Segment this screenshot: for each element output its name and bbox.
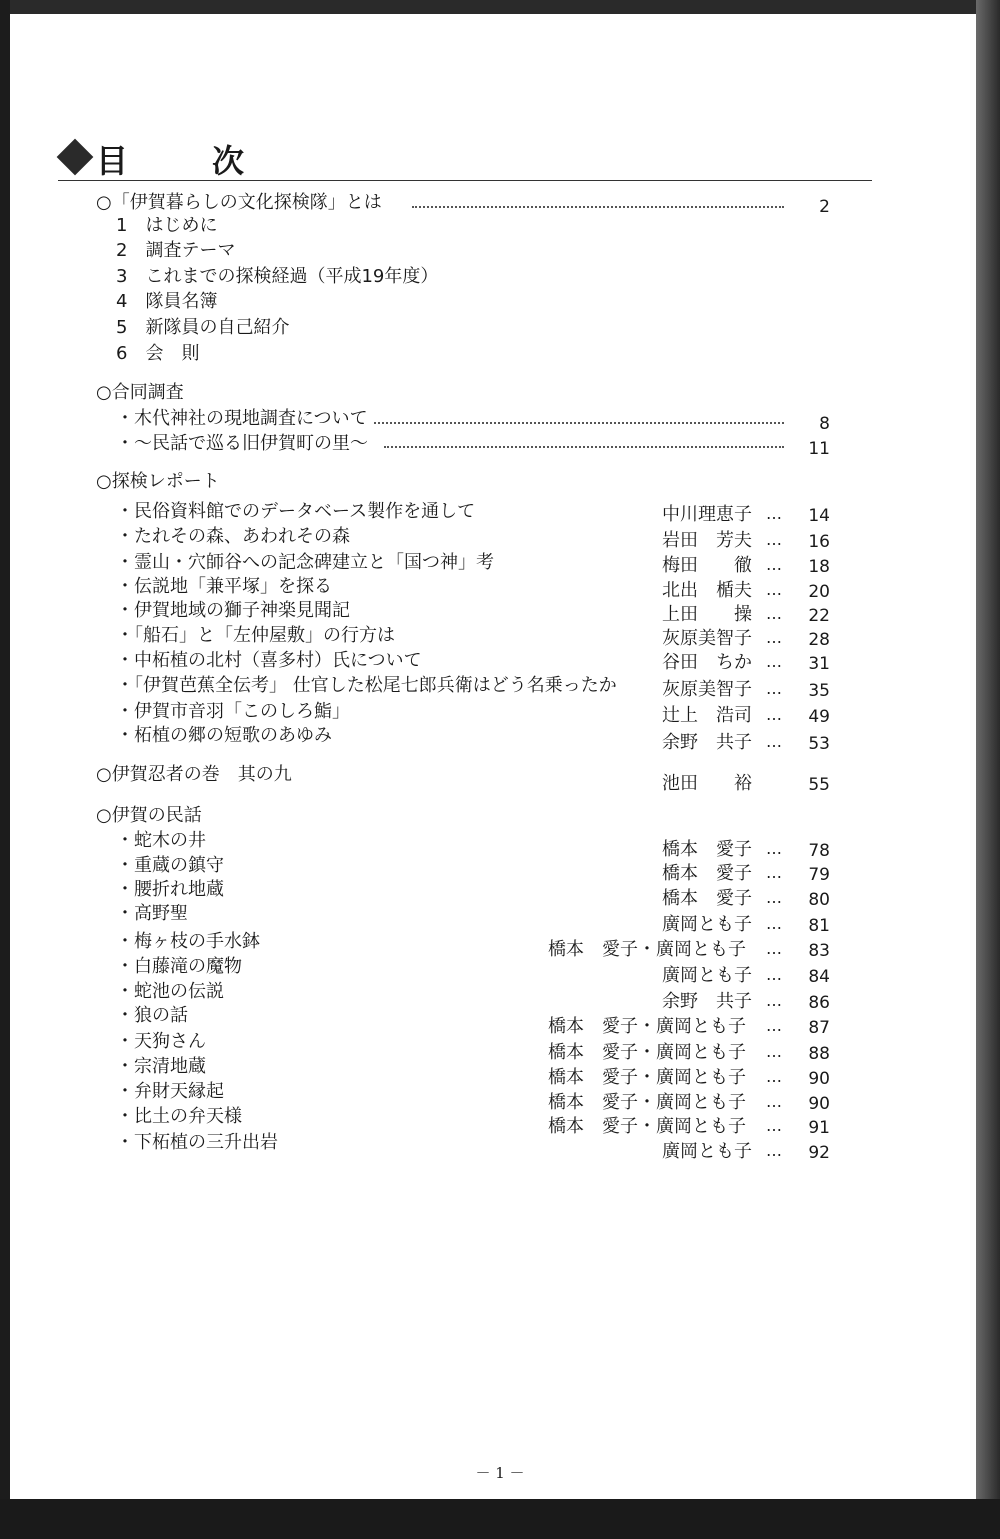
list-item: 2 調査テーマ	[116, 240, 236, 261]
page-number: 78	[808, 841, 830, 861]
list-item: ・白藤滝の魔物	[116, 956, 242, 977]
author: 橋本 愛子	[662, 839, 752, 860]
author: 橋本 愛子・廣岡とも子	[548, 1042, 746, 1063]
list-item: 5 新隊員の自己紹介	[116, 317, 290, 338]
page-number: 16	[808, 532, 830, 552]
page-number: 8	[819, 414, 830, 434]
list-item: ・たれその森、あわれその森	[116, 526, 350, 547]
list-item: ・「伊賀芭蕉全伝考」 仕官した松尾七郎兵衛はどう名乗ったか	[116, 675, 617, 696]
list-item: 4 隊員名簿	[116, 291, 218, 312]
ellipsis: …	[766, 732, 782, 751]
page-number: 92	[808, 1143, 830, 1163]
list-item: ・天狗さん	[116, 1031, 206, 1052]
author: 廣岡とも子	[662, 914, 752, 935]
author: 中川理恵子	[662, 504, 752, 525]
section-heading-ninja: ○伊賀忍者の巻 其の九	[96, 764, 292, 785]
author: 橋本 愛子	[662, 863, 752, 884]
page-number: 14	[808, 506, 830, 526]
author: 橋本 愛子・廣岡とも子	[548, 1067, 746, 1088]
ellipsis: …	[766, 580, 782, 599]
ellipsis: …	[766, 1042, 782, 1061]
ellipsis: …	[766, 888, 782, 907]
leader-dots	[374, 422, 784, 424]
page-number: 90	[808, 1069, 830, 1089]
page-number: 86	[808, 993, 830, 1013]
list-item: ・下柘植の三升出岩	[116, 1132, 278, 1153]
list-item: ・～民話で巡る旧伊賀町の里～	[116, 433, 368, 454]
page-number: 79	[808, 865, 830, 885]
list-item: ・腰折れ地蔵	[116, 879, 224, 900]
page-number: 18	[808, 557, 830, 577]
author: 橋本 愛子・廣岡とも子	[548, 1092, 746, 1113]
ellipsis: …	[766, 1016, 782, 1035]
page-number: 80	[808, 890, 830, 910]
author: 北出 楯夫	[662, 580, 752, 601]
author: 上田 操	[662, 604, 752, 625]
ellipsis: …	[766, 991, 782, 1010]
author: 梅田 徹	[662, 555, 752, 576]
ellipsis: …	[766, 1141, 782, 1160]
ellipsis: …	[766, 1116, 782, 1135]
ellipsis: …	[766, 839, 782, 858]
leader-dots	[412, 206, 784, 208]
page-number: 88	[808, 1044, 830, 1064]
list-item: ・比土の弁天様	[116, 1106, 242, 1127]
page-number: 87	[808, 1018, 830, 1038]
page-number: 22	[808, 606, 830, 626]
author: 池田 裕	[662, 773, 752, 794]
ellipsis: …	[766, 604, 782, 623]
list-item: ・柘植の郷の短歌のあゆみ	[116, 725, 332, 746]
page-number: 20	[808, 582, 830, 602]
list-item: ・伊賀市音羽「このしろ鮨」	[116, 701, 350, 722]
list-item: ・木代神社の現地調査について	[116, 408, 368, 429]
ellipsis: …	[766, 939, 782, 958]
list-item: ・伊賀地域の獅子神楽見聞記	[116, 600, 350, 621]
page-number: 2	[819, 197, 830, 217]
ellipsis: …	[766, 530, 782, 549]
author: 橋本 愛子・廣岡とも子	[548, 1016, 746, 1037]
page-number: 31	[808, 654, 830, 674]
ellipsis: …	[766, 1092, 782, 1111]
author: 余野 共子	[662, 991, 752, 1012]
page-number: 83	[808, 941, 830, 961]
author: 灰原美智子	[662, 679, 752, 700]
list-item: ・伝説地「兼平塚」を探る	[116, 576, 332, 597]
author: 谷田 ちか	[662, 652, 752, 673]
section-heading-reports: ○探検レポート	[96, 471, 220, 492]
ellipsis: …	[766, 679, 782, 698]
section-heading-folktales: ○伊賀の民話	[96, 805, 202, 826]
list-item: 6 会 則	[116, 343, 200, 364]
ellipsis: …	[766, 965, 782, 984]
ellipsis: …	[766, 705, 782, 724]
page-number: 35	[808, 681, 830, 701]
list-item: ・民俗資料館でのデータベース製作を通して	[116, 501, 476, 522]
list-item: 3 これまでの探検経過（平成19年度）	[116, 266, 439, 287]
list-item: ・蛇木の井	[116, 830, 206, 851]
list-item: ・弁財天縁起	[116, 1081, 224, 1102]
ellipsis: …	[766, 652, 782, 671]
author: 橋本 愛子・廣岡とも子	[548, 939, 746, 960]
list-item: ・霊山・穴師谷への記念碑建立と「国つ神」考	[116, 552, 494, 573]
ellipsis: …	[766, 504, 782, 523]
page-number: 55	[808, 775, 830, 795]
ellipsis: …	[766, 1067, 782, 1086]
author: 辻上 浩司	[662, 705, 752, 726]
ellipsis: …	[766, 628, 782, 647]
author: 廣岡とも子	[662, 1141, 752, 1162]
page-number: 84	[808, 967, 830, 987]
page-number: 91	[808, 1118, 830, 1138]
author: 橋本 愛子	[662, 888, 752, 909]
author: 廣岡とも子	[662, 965, 752, 986]
author: 灰原美智子	[662, 628, 752, 649]
page-number: 81	[808, 916, 830, 936]
author: 余野 共子	[662, 732, 752, 753]
author: 橋本 愛子・廣岡とも子	[548, 1116, 746, 1137]
section-heading-joint: ○合同調査	[96, 382, 184, 403]
ellipsis: …	[766, 863, 782, 882]
ellipsis: …	[766, 555, 782, 574]
leader-dots	[384, 446, 784, 448]
author: 岩田 芳夫	[662, 530, 752, 551]
ellipsis: …	[766, 914, 782, 933]
list-item: ・「船石」と「左仲屋敷」の行方は	[116, 625, 395, 646]
page-footer: － 1 －	[475, 1464, 525, 1482]
list-item: ・梅ヶ枝の手水鉢	[116, 931, 260, 952]
section-heading-intro: ○「伊賀暮らしの文化探検隊」とは	[96, 192, 382, 213]
list-item: ・高野聖	[116, 903, 188, 924]
list-item: 1 はじめに	[116, 215, 218, 236]
list-item: ・宗清地蔵	[116, 1056, 206, 1077]
list-item: ・中柘植の北村（喜多村）氏について	[116, 650, 422, 671]
list-item: ・重蔵の鎮守	[116, 855, 224, 876]
page-number: 53	[808, 734, 830, 754]
page-number: 90	[808, 1094, 830, 1114]
list-item: ・蛇池の伝説	[116, 981, 224, 1002]
list-item: ・狼の話	[116, 1005, 188, 1026]
page-title: 目 次	[96, 142, 271, 180]
page-number: 28	[808, 630, 830, 650]
page-number: 49	[808, 707, 830, 727]
page-number: 11	[808, 439, 830, 459]
